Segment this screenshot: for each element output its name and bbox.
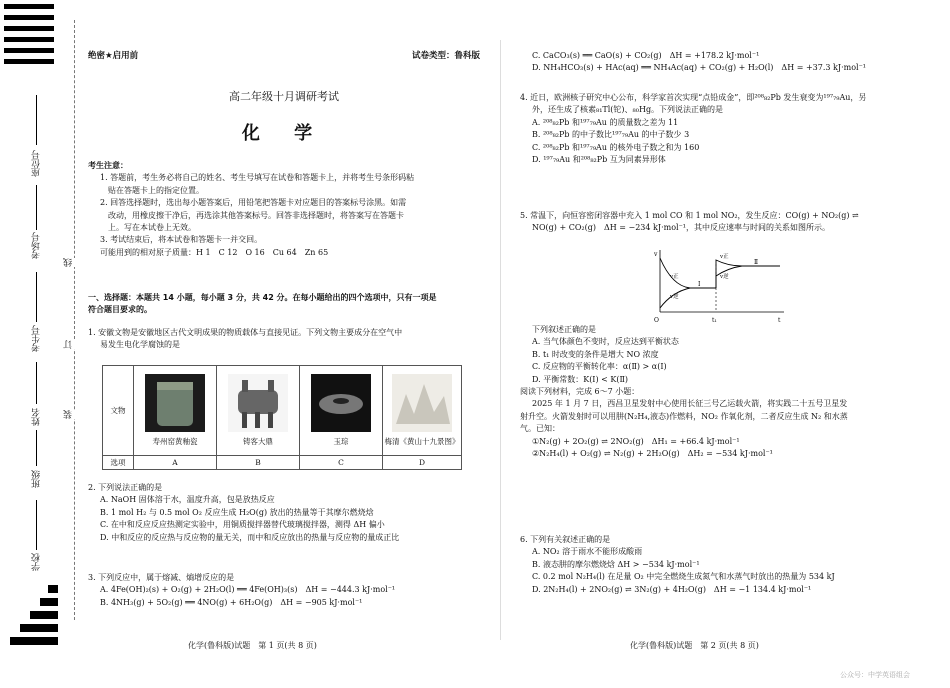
option: D. 2N₂H₄(l) + 2NO₂(g) ⇌ 3N₂(g) + 4H₂O(g) ΔH = −1 134.4 kJ·mol⁻¹ bbox=[532, 584, 812, 594]
artifact-cell-c bbox=[300, 366, 383, 456]
question-2 bbox=[88, 482, 480, 544]
cut-mark-bind: 订 bbox=[64, 340, 74, 349]
section-heading-line: 一、选择题：本题共 14 小题，每小题 3 分，共 42 分。在每小题给出的四个选项中，只有一项是 bbox=[88, 293, 437, 302]
option-letter: D bbox=[383, 456, 462, 470]
jade-cong-image bbox=[311, 374, 371, 432]
name-blank bbox=[36, 362, 37, 404]
option: C. ²⁰⁸₈₂Pb 和¹⁹⁷₇₉Au 的核外电子数之和为 160 bbox=[532, 142, 700, 152]
binding-margin bbox=[0, 0, 80, 688]
cut-line bbox=[74, 20, 76, 620]
stair-mark bbox=[48, 585, 58, 593]
option-letter: B bbox=[217, 456, 300, 470]
artifact-name: 铸客大鼎 bbox=[243, 436, 273, 446]
section-heading-line: 符合题目要求的。 bbox=[88, 305, 152, 315]
seat-number-blank bbox=[36, 95, 37, 145]
artifact-name: 寿州窑黄釉瓷 bbox=[152, 436, 198, 446]
section-one-heading bbox=[88, 292, 480, 317]
exam-room-blank bbox=[36, 185, 37, 230]
artifact-cell-d bbox=[383, 366, 462, 456]
artifact-table bbox=[102, 365, 462, 470]
option: D. 中和反应的反应热与反应物的量无关，而中和反应放出的热量与反应物的量成正比 bbox=[100, 532, 400, 542]
question-stem: NO(g) + CO₂(g) ΔH = −234 kJ·mol⁻¹，其中反应速率与时间的关系如图所示。 bbox=[532, 223, 831, 233]
question-5-options bbox=[520, 324, 915, 460]
region-label: Ⅱ bbox=[754, 259, 759, 266]
question-stem: 3. 下列反应中，属于熔减、熵增反应的是 bbox=[88, 573, 235, 582]
option: A. 4Fe(OH)₂(s) + O₂(g) + 2H₂O(l) ══ 4Fe(OH)₃(s) ΔH = −444.3 kJ·mol⁻¹ bbox=[100, 585, 396, 595]
series-forward-rate-1 bbox=[660, 258, 716, 288]
subject-title: 化 学 bbox=[241, 123, 327, 144]
artifact-name: 玉琮 bbox=[333, 436, 349, 446]
cut-mark-install: 装 bbox=[64, 410, 74, 419]
seat-number-label: 座位号 bbox=[32, 150, 42, 177]
question-1 bbox=[88, 327, 480, 352]
exam-room-label: 考场号 bbox=[32, 232, 42, 259]
question-stem: 下列叙述正确的是 bbox=[532, 325, 596, 334]
notice-item: 上。写在本试卷上无效。 bbox=[108, 222, 196, 232]
series-label: v逆 bbox=[670, 294, 679, 300]
question-3-continued bbox=[520, 50, 915, 75]
option: B. t₁ 时改变的条件是增大 NO 浓度 bbox=[532, 349, 659, 359]
option: C. 在中和反应反应热测定实验中，用铜质搅拌器替代玻璃搅拌器，测得 ΔH 偏小 bbox=[100, 520, 385, 530]
reading-text: 射升空。火箭发射时可以用肼(N₂H₄,液态)作燃料，NO₂ 作氧化剂，二者反应生成 N₂ 和水蒸 bbox=[520, 411, 848, 421]
exam-title: 高二年级十月调研考试 bbox=[229, 90, 339, 103]
option: C. CaCO₃(s) ══ CaO(s) + CO₂(g) ΔH = +178.2 kJ·mol⁻¹ bbox=[532, 51, 760, 60]
option: D. NH₄HCO₃(s) + HAc(aq) ══ NH₄Ac(aq) + CO₂(g) + H₂O(l) ΔH = +37.3 kJ·mol⁻¹ bbox=[532, 63, 867, 73]
reading-text: 2025 年 1 月 7 日，西昌卫星发射中心使用长征三号乙运载火箭，将实践二十五号卫星发 bbox=[532, 399, 848, 409]
notice-heading: 考生注意： bbox=[88, 161, 128, 170]
y-axis-label: v bbox=[654, 251, 658, 258]
school-label: 学校 bbox=[32, 553, 42, 571]
stair-mark bbox=[30, 611, 58, 619]
question-stem: 5. 常温下，向恒容密闭容器中充入 1 mol CO 和 1 mol NO₂，发生反应：CO(g) + NO₂(g) ⇌ bbox=[520, 211, 859, 220]
reading-equation: ①N₂(g) + 2O₂(g) ⇌ 2NO₂(g) ΔH₁ = +66.4 kJ·mol⁻¹ bbox=[532, 436, 740, 446]
cut-mark-line: 线 bbox=[64, 258, 74, 267]
watermark: 公众号：中学英语组会 bbox=[840, 671, 910, 679]
x-axis-label: t bbox=[778, 317, 781, 324]
option: D. 平衡常数：K(Ⅰ) < K(Ⅱ) bbox=[532, 374, 629, 384]
student-number-label: 考生号 bbox=[32, 325, 42, 352]
notice-item: 1. 答题前，考生务必将自己的姓名、考生号填写在试卷和答题卡上，并将考生号条形码粘 bbox=[100, 173, 415, 183]
question-stem: 外，还生成了核素₈₁Tl(铊)、₈₀Hg。下列说法正确的是 bbox=[532, 105, 724, 115]
school-blank bbox=[36, 500, 37, 550]
artifact-cell-b bbox=[217, 366, 300, 456]
option: B. 4NH₃(g) + 5O₂(g) ══ 4NO(g) + 6H₂O(g) ΔH = −905 kJ·mol⁻¹ bbox=[100, 597, 363, 607]
question-stem: 6. 下列有关叙述正确的是 bbox=[520, 535, 611, 544]
landscape-painting-image bbox=[392, 374, 452, 432]
option: A. ²⁰⁸₈₂Pb 和¹⁹⁷₇₉Au 的质量数之差为 11 bbox=[532, 117, 679, 127]
region-label: Ⅰ bbox=[698, 281, 701, 288]
notice-item: 3. 考试结束后，将本试卷和答题卡一并交回。 bbox=[100, 235, 263, 245]
option: C. 反应物的平衡转化率：α(Ⅱ) > α(Ⅰ) bbox=[532, 362, 667, 372]
notice-item: 改动，用橡皮擦干净后，再选涂其他答案标号。回答非选择题时，将答案写在答题卡 bbox=[108, 210, 404, 220]
option: B. 液态肼的摩尔燃烧焓 ΔH > −534 kJ·mol⁻¹ bbox=[532, 559, 700, 569]
page-footer-right: 化学(鲁科版)试题 第 2 页(共 8 页) bbox=[630, 641, 759, 650]
question-stem: 易发生电化学腐蚀的是 bbox=[100, 340, 180, 350]
question-5 bbox=[520, 210, 915, 235]
stair-mark bbox=[20, 624, 58, 632]
series-label: v正 bbox=[720, 254, 729, 260]
option: B. 1 mol H₂ 与 0.5 mol O₂ 反应生成 H₂O(g) 放出的热量等于其摩尔燃烧焓 bbox=[100, 507, 374, 517]
table-row-label: 文物 bbox=[103, 366, 134, 456]
reading-text: 气。已知： bbox=[520, 424, 560, 434]
notice-item: 2. 回答选择题时，选出每小题答案后，用铅笔把答题卡对应题目的答案标号涂黑。如需 bbox=[100, 198, 407, 208]
page-footer-left: 化学(鲁科版)试题 第 1 页(共 8 页) bbox=[188, 641, 317, 650]
rate-time-chart bbox=[650, 246, 790, 324]
paper-type-label: 试卷类型：鲁科版 bbox=[411, 51, 480, 61]
question-3 bbox=[88, 572, 480, 609]
option: A. NO₂ 溶于雨水不能形成酸雨 bbox=[532, 547, 643, 557]
option: A. NaOH 固体溶于水，温度升高，包是放热反应 bbox=[100, 495, 275, 505]
stair-mark bbox=[40, 598, 58, 606]
reading-equation: ②N₂H₄(l) + O₂(g) ⇌ N₂(g) + 2H₂O(g) ΔH₂ = −534 kJ·mol⁻¹ bbox=[532, 448, 773, 458]
class-blank bbox=[36, 430, 37, 466]
x-tick-label: t₁ bbox=[712, 317, 717, 324]
artifact-name: 梅清《黄山十九景图》 bbox=[384, 436, 460, 446]
confidential-label: 绝密★启用前 bbox=[88, 51, 139, 61]
option: D. ¹⁹⁷₇₉Au 和²⁰⁸₈₂Pb 互为同素异形体 bbox=[532, 154, 666, 164]
name-label: 姓名 bbox=[32, 408, 42, 426]
reading-intro: 阅读下列材料，完成 6～7 小题： bbox=[520, 386, 640, 396]
notice-block bbox=[88, 160, 480, 259]
series-label: v逆 bbox=[720, 274, 729, 280]
series-reverse-rate-1 bbox=[660, 288, 716, 308]
option: A. 当气体颜色不变时，反应达到平衡状态 bbox=[532, 337, 679, 347]
page-divider bbox=[500, 40, 501, 640]
question-stem: 2. 下列说法正确的是 bbox=[88, 483, 163, 492]
atomic-mass-note: 可能用到的相对原子质量：H 1 C 12 O 16 Cu 64 Zn 65 bbox=[100, 247, 329, 257]
question-stem: 4. 近日，欧洲核子研究中心公布，科学家首次实现“点铅成金”，即²⁰⁸₈₂Pb 发生衰变为¹⁹⁷₇₉Au，另 bbox=[520, 93, 867, 102]
option-letter: A bbox=[134, 456, 217, 470]
class-label: 班级 bbox=[32, 470, 42, 488]
binding-stripes bbox=[4, 4, 54, 70]
bronze-ding-image bbox=[228, 374, 288, 432]
student-number-blank bbox=[36, 272, 37, 322]
artifact-cell-a bbox=[134, 366, 217, 456]
option-letter: C bbox=[300, 456, 383, 470]
question-4 bbox=[520, 92, 915, 166]
option: C. 0.2 mol N₂H₄(l) 在足量 O₂ 中完全燃烧生成氮气和水蒸气时放出的热量为 534 kJ bbox=[532, 572, 835, 582]
table-row-label: 选项 bbox=[103, 456, 134, 470]
option: B. ²⁰⁸₈₂Pb 的中子数比¹⁹⁷₇₉Au 的中子数少 3 bbox=[532, 130, 690, 140]
porcelain-image bbox=[145, 374, 205, 432]
origin-label: O bbox=[654, 317, 659, 324]
notice-item: 贴在答题卡上的指定位置。 bbox=[108, 185, 204, 195]
stair-mark bbox=[10, 637, 58, 645]
question-6 bbox=[520, 534, 915, 596]
series-label: v正 bbox=[670, 274, 679, 280]
question-stem: 1. 安徽文物是安徽地区古代文明成果的物质载体与直接见证。下列文物主要成分在空气中 bbox=[88, 328, 403, 337]
